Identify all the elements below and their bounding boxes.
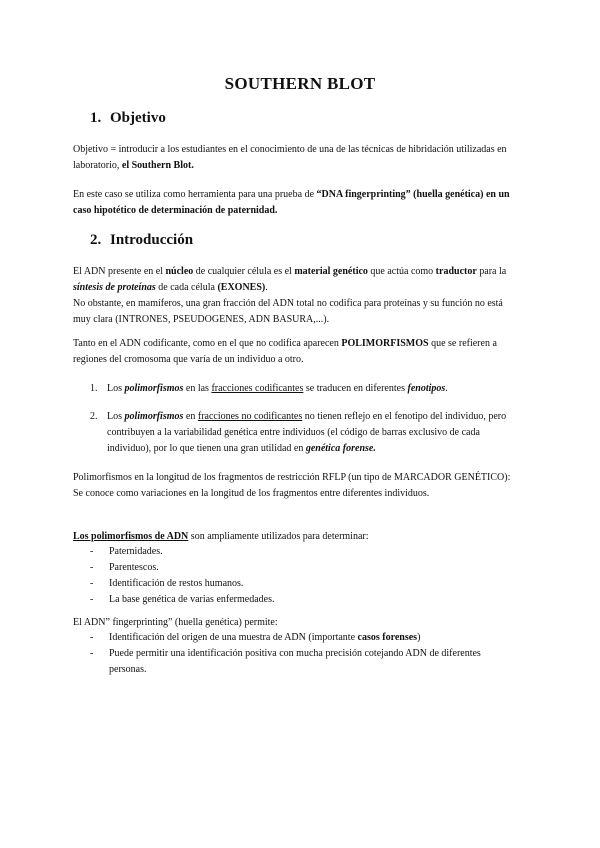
dash-marker: -	[90, 546, 94, 557]
text-run: de cualquier célula es el	[193, 266, 295, 277]
text-run: para la	[476, 266, 507, 277]
text-run: se traducen en diferentes	[303, 383, 408, 394]
list-number: 2.	[90, 411, 98, 422]
list-item	[90, 592, 510, 608]
fingerprint-paragraph	[73, 187, 513, 219]
text-run: Objetivo = introducir a los estudiantes en el conocimiento de una de las técnicas de hibridación utilizadas en laboratorio,	[73, 144, 507, 171]
list-item-text: Identificación de restos humanos.	[109, 578, 244, 589]
dash-marker: -	[90, 632, 94, 643]
emphasis: POLIMORFISMOS	[341, 338, 429, 349]
underlined-text: fracciones codificantes	[211, 383, 304, 394]
uses-list	[90, 544, 510, 608]
objetivo-paragraph	[73, 142, 513, 174]
section-number: 2.	[90, 232, 102, 248]
list-item	[90, 409, 520, 457]
section-number: 1.	[90, 110, 102, 126]
text-run: Tanto en el ADN codificante, como en el que no codifica aparecen	[73, 338, 342, 349]
dash-marker: -	[90, 594, 94, 605]
text-run: no tienen reflejo en el fenotipo del individuo, pero contribuyen a la variabilidad genética entre individuos (el código de barras exclusivo de cada individuo), por lo que tienen una gran utilidad en	[107, 411, 507, 454]
list-item-text: La base genética de varias enfermedades.	[109, 594, 275, 605]
section-heading-objetivo	[90, 110, 166, 127]
text-run: En este caso se utiliza como herramienta para una prueba de	[73, 189, 317, 200]
text-run: Los	[107, 411, 125, 422]
text-run: que actúa como	[367, 266, 436, 277]
text-run: son ampliamente utilizados para determinar:	[188, 531, 369, 542]
emphasis: el Southern Blot.	[121, 160, 194, 171]
text-run: que se refieren a regiones del cromosoma que varía de un individuo a otro.	[73, 338, 497, 365]
section-title: Objetivo	[110, 110, 166, 126]
text-run: en	[183, 411, 198, 422]
text-run: Identificación del origen de una muestra de ADN (importante	[109, 632, 358, 643]
emphasis: material genético	[294, 266, 368, 277]
emphasis: fenotipos	[407, 383, 446, 394]
emphasis: polimorfismos	[124, 383, 184, 394]
list-item	[90, 576, 510, 592]
text-run: Los	[107, 383, 125, 394]
text-run: )	[417, 632, 421, 643]
list-item-text: Puede permitir una identificación positiva con mucha precisión cotejando ADN de diferentes personas.	[109, 648, 481, 675]
polymorphisms-usage-paragraph	[73, 529, 513, 545]
text-run: .	[265, 282, 268, 293]
text-run: de cada célula	[155, 282, 218, 293]
rflp-paragraph: Polimorfismos en la longitud de los fragmentos de restricción RFLP (un tipo de MARCADOR GENÉTICO): Se conoce como variaciones en la longitud de los fragmentos entre diferentes individuos.	[73, 472, 511, 499]
emphasis: “DNA fingerprinting” (huella genética) en un caso hipotético de determinación de paternidad.	[73, 189, 510, 216]
emphasis: (EXONES)	[217, 282, 266, 293]
document-title: SOUTHERN BLOT	[224, 74, 376, 93]
list-item	[90, 544, 510, 560]
intro-paragraph-1	[73, 264, 513, 328]
dash-marker: -	[90, 578, 94, 589]
underlined-text: fracciones no codificantes	[197, 411, 303, 422]
text-run: No obstante, en mamíferos, una gran fracción del ADN total no codifica para proteínas y su función no está muy clara (INTRONES, PSEUDOGENES, ADN BASURA,...).	[73, 298, 503, 325]
fingerprint-list	[90, 630, 510, 678]
dash-marker: -	[90, 562, 94, 573]
section-heading-introduccion	[90, 232, 193, 249]
list-number: 1.	[90, 383, 98, 394]
emphasis: genética forense.	[305, 443, 376, 454]
emphasis: síntesis de proteínas	[73, 282, 156, 293]
emphasis: polimorfismos	[124, 411, 184, 422]
list-item	[90, 560, 510, 576]
section-title: Introducción	[110, 232, 194, 248]
text-run: en las	[183, 383, 212, 394]
list-item	[90, 630, 510, 646]
emphasis-underlined: Los polimorfismos de ADN	[73, 531, 189, 542]
text-run: .	[445, 383, 448, 394]
text-run: El ADN presente en el	[73, 266, 166, 277]
list-item	[90, 646, 510, 678]
list-item-text: Parentescos.	[109, 562, 159, 573]
emphasis: núcleo	[165, 266, 194, 277]
fingerprint-allows-paragraph: El ADN” fingerprinting” (huella genética) permite:	[73, 617, 278, 628]
emphasis: traductor	[435, 266, 477, 277]
list-item	[90, 381, 520, 397]
dash-marker: -	[90, 648, 94, 659]
intro-paragraph-2	[73, 336, 513, 368]
list-item-text: Paternidades.	[109, 546, 163, 557]
emphasis: casos forenses	[357, 632, 418, 643]
